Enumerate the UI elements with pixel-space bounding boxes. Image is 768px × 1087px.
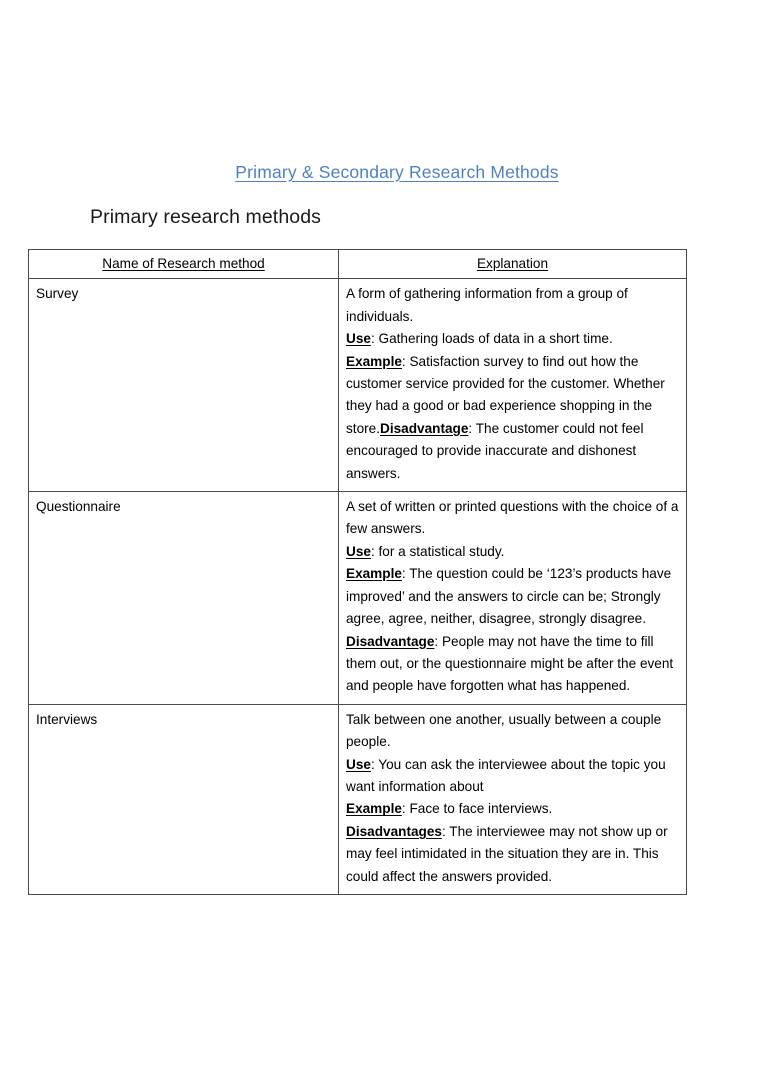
method-name-cell <box>29 279 339 492</box>
method-name-survey: Survey <box>36 286 79 302</box>
section-heading-primary-research-methods: Primary research methods <box>90 206 321 228</box>
explanation-example-disadvantage <box>346 351 679 485</box>
method-explanation-cell <box>339 279 687 492</box>
column-header-name-label: Name of Research method <box>102 256 265 271</box>
disadvantage-text: : The interviewee may not show up or may feel intimidated in the situation they are in. This could affect the answers provided. <box>346 823 668 884</box>
explanation-paragraph <box>346 496 679 541</box>
method-name-interviews: Interviews <box>36 711 98 727</box>
explanation-example <box>346 563 679 630</box>
disadvantage-label: Disadvantage <box>346 633 435 649</box>
example-text: : Satisfaction survey to find out how the customer service provided for the customer. Whether they had a good or bad experience shopping in the store. <box>346 353 665 436</box>
explanation-paragraph <box>346 283 679 328</box>
method-explanation-cell <box>339 704 687 894</box>
method-name-cell <box>29 704 339 894</box>
explanation-intro: A set of written or printed questions with the choice of a few answers. <box>346 499 679 537</box>
table-header-row <box>29 250 687 279</box>
use-label: Use <box>346 543 371 559</box>
explanation-disadvantage <box>346 631 679 698</box>
research-methods-table <box>28 249 687 895</box>
table-row <box>29 279 687 492</box>
example-label: Example <box>346 566 402 582</box>
explanation-use <box>346 754 679 799</box>
explanation-use <box>346 541 679 563</box>
explanation-disadvantage <box>346 821 679 888</box>
explanation-example <box>346 798 679 820</box>
explanation-paragraph <box>346 709 679 754</box>
explanation-intro: Talk between one another, usually between a couple people. <box>346 711 662 750</box>
example-text: : Face to face interviews. <box>401 801 553 817</box>
example-label: Example <box>346 801 402 817</box>
column-header-explanation-label: Explanation <box>476 256 549 271</box>
example-text: : The question could be ‘123’s products have improved’ and the answers to circle can be; Strongly agree, agree, neither, disagree, strongly disagree. <box>346 566 672 627</box>
table-row <box>29 492 687 705</box>
disadvantage-label: Disadvantages <box>346 823 442 839</box>
example-label: Example <box>346 353 402 369</box>
use-label: Use <box>346 331 371 347</box>
disadvantage-text: : The customer could not feel encouraged to provide inaccurate and dishonest answers. <box>346 420 644 481</box>
method-name-questionnaire: Questionnaire <box>36 499 121 515</box>
column-header-explanation <box>339 250 687 279</box>
explanation-intro: A form of gathering information from a group of individuals. <box>346 286 628 324</box>
disadvantage-text: : People may not have the time to fill them out, or the questionnaire might be after the event and people have forgotten what has happened. <box>346 633 674 694</box>
column-header-name <box>29 250 339 279</box>
use-label: Use <box>346 756 371 772</box>
page-title: Primary & Secondary Research Methods <box>235 162 559 182</box>
use-text: : Gathering loads of data in a short time. <box>370 331 613 347</box>
method-name-cell <box>29 492 339 705</box>
explanation-use <box>346 328 679 350</box>
disadvantage-label: Disadvantage <box>380 420 469 436</box>
use-text: : for a statistical study. <box>370 543 505 559</box>
table-row <box>29 704 687 894</box>
use-text: : You can ask the interviewee about the topic you want information about <box>346 756 666 794</box>
method-explanation-cell <box>339 492 687 705</box>
